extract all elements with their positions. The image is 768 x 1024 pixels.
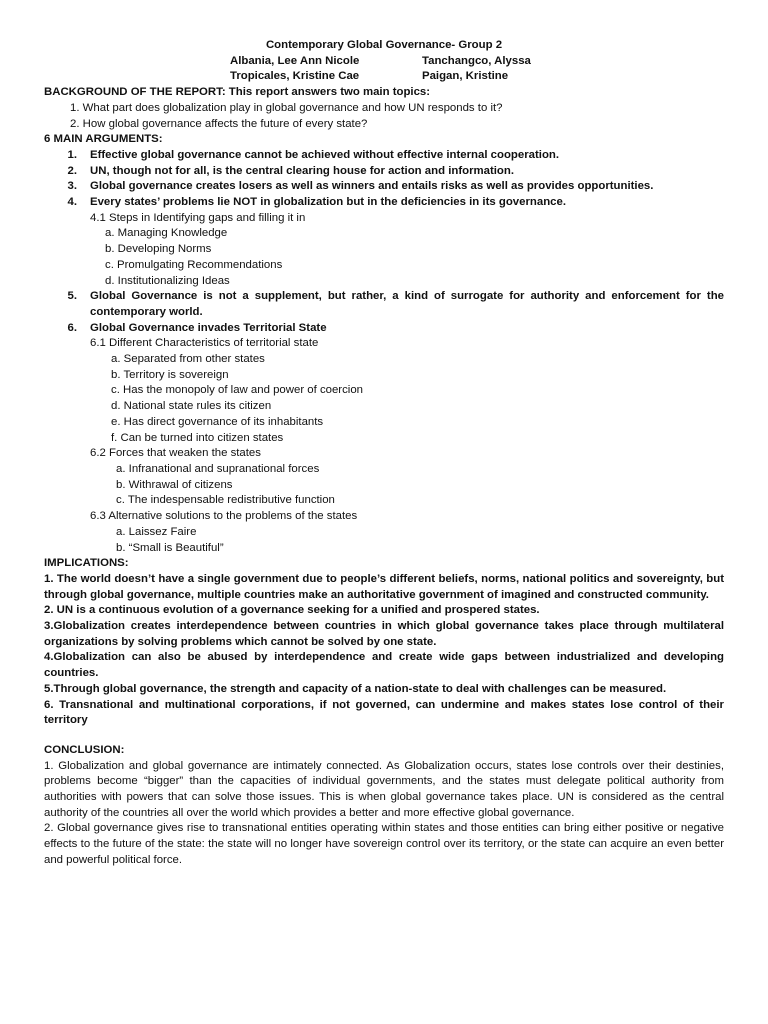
implication-item: 2. UN is a continuous evolution of a governance seeking for a unified and prospered states.: [44, 604, 540, 617]
sub-heading: 6.1 Different Characteristics of territorial state: [90, 337, 319, 350]
sub-item: d. Institutionalizing Ideas: [105, 274, 230, 287]
sub-item: a. Separated from other states: [111, 353, 265, 366]
argument-item: 3. Global governance creates losers as well as winners and entails risks as well as provides opportunities.: [67, 180, 654, 193]
implications-heading: IMPLICATIONS:: [44, 557, 129, 570]
sub-item: d. National state rules its citizen: [111, 400, 272, 413]
author-name: Tanchangco, Alyssa: [422, 54, 531, 67]
implication-item: 4.Globalization can also be abused by interdependence and create wide gaps between industrialized and developing countries.: [44, 651, 724, 680]
argument-item: 6. Global Governance invades Territorial State: [67, 321, 327, 334]
sub-item: b. Territory is sovereign: [111, 368, 229, 381]
arguments-heading: 6 MAIN ARGUMENTS:: [44, 133, 163, 146]
background-item: 2. How global governance affects the future of every state?: [70, 117, 368, 130]
sub-item: c. Promulgating Recommendations: [105, 258, 283, 271]
sub-item: a. Managing Knowledge: [105, 227, 228, 240]
argument-item: 1. Effective global governance cannot be achieved without effective internal cooperation.: [67, 148, 560, 161]
conclusion-item: 1. Globalization and global governance are intimately connected. As Globalization occurs, states lose controls over their destinies, problems become “bigger” than the capacities of individual governments, and the states must delegate political authority from authorities with powers that can solve those issues. This is when global governance takes place. UN is considered as the central authority of the countries all over the world which provides a better and more effective global governance.: [44, 759, 724, 819]
sub-item: b. Developing Norms: [105, 243, 212, 256]
implication-item: 6. Transnational and multinational corporations, if not governed, can undermine and makes states lose control of their territory: [44, 698, 724, 727]
document-page: [44, 38, 724, 869]
sub-heading: 6.2 Forces that weaken the states: [90, 447, 261, 460]
sub-heading: 4.1 Steps in Identifying gaps and filling it in: [90, 211, 306, 224]
document-title: Contemporary Global Governance- Group 2: [265, 39, 503, 51]
implication-item: 1. The world doesn’t have a single government due to people’s different beliefs, norms, national politics and sovereignty, but through global governance, multiple countries make an authoritative government of imagined and constructed community.: [44, 572, 724, 601]
sub-heading: 6.3 Alternative solutions to the problems of the states: [90, 510, 358, 523]
sub-item: a. Infranational and supranational forces: [116, 462, 320, 475]
implication-item: 5.Through global governance, the strength and capacity of a nation-state to deal with challenges can be measured.: [44, 682, 667, 695]
background-heading: BACKGROUND OF THE REPORT: This report answers two main topics:: [44, 86, 431, 99]
background-item: 1. What part does globalization play in global governance and how UN responds to it?: [70, 101, 503, 114]
author-row: [230, 69, 724, 85]
sub-item: b. Withrawal of citizens: [116, 478, 233, 491]
author-name: Tropicales, Kristine Cae: [230, 70, 360, 83]
sub-item: c. Has the monopoly of law and power of coercion: [111, 384, 363, 397]
author-row: [230, 54, 724, 70]
argument-item: 2. UN, though not for all, is the central clearing house for action and information.: [67, 164, 515, 177]
argument-item: 4. Every states’ problems lie NOT in globalization but in the deficiencies in its governance.: [67, 196, 566, 209]
sub-item: f. Can be turned into citizen states: [111, 431, 284, 444]
sub-item: b. “Small is Beautiful”: [116, 541, 224, 554]
sub-item: e. Has direct governance of its inhabitants: [111, 415, 324, 428]
conclusion-item: 2. Global governance gives rise to transnational entities operating within states and those entities can bring either positive or negative effects to the future of the state: the state will no longer have sovereign control over its territory, or the state can acquire an even better and powerful political force.: [44, 822, 724, 866]
conclusion-heading: CONCLUSION:: [44, 743, 125, 756]
author-name: Paigan, Kristine: [422, 70, 509, 83]
sub-item: a. Laissez Faire: [116, 525, 197, 538]
author-name: Albania, Lee Ann Nicole: [230, 54, 360, 67]
implication-item: 3.Globalization creates interdependence between countries in which global governance takes place through multilateral organizations by solving problems which cannot be solved by one state.: [44, 620, 724, 648]
sub-item: c. The indespensable redistributive function: [116, 494, 335, 507]
argument-item: 5. Global Governance is not a supplement, but rather, a kind of surrogate for authority and enforcement for the contemporary world.: [67, 290, 724, 318]
